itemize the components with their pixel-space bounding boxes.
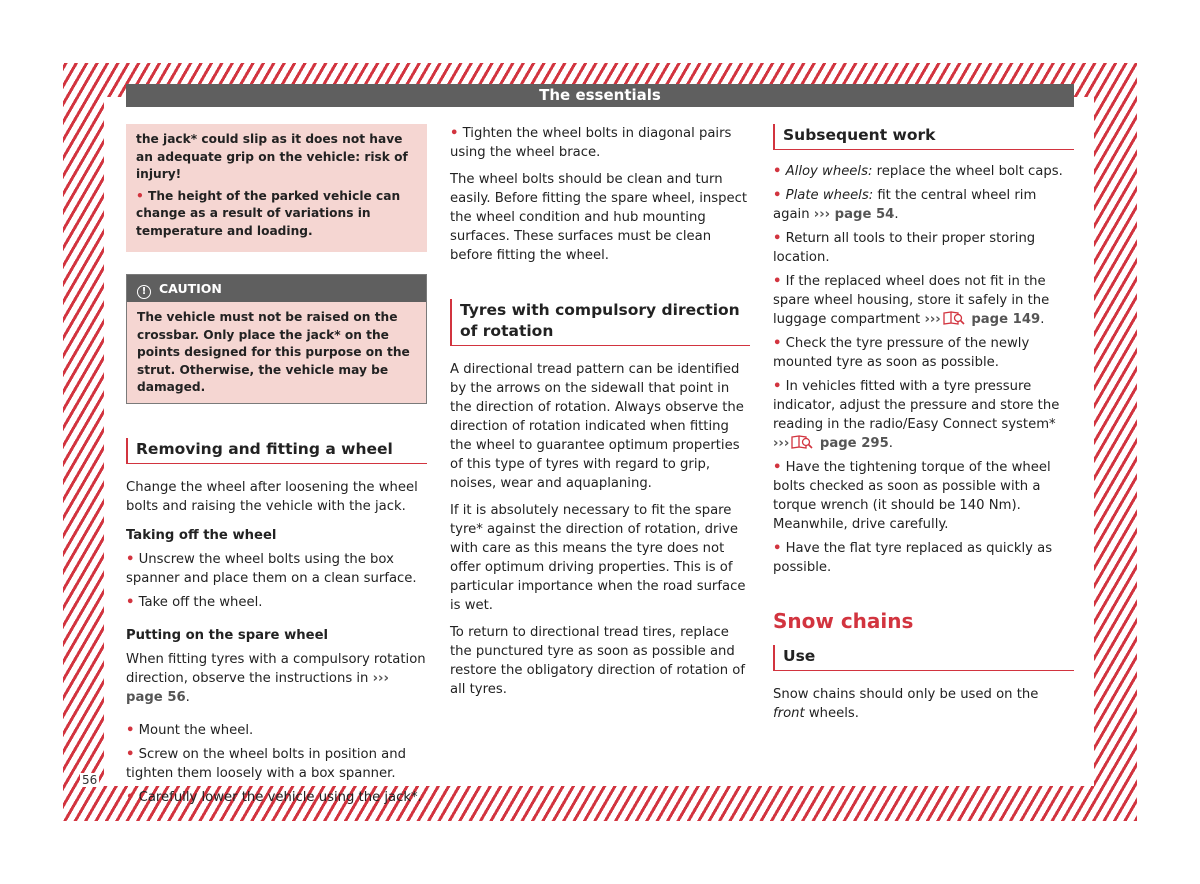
column-1 xyxy=(126,124,427,812)
chapter-title-snow-chains: Snow chains xyxy=(773,609,914,633)
bullet-icon: • xyxy=(773,231,782,246)
circle-exclamation-icon: ! xyxy=(137,285,151,299)
bullet-icon: • xyxy=(126,746,135,762)
list-item: • Take off the wheel. xyxy=(126,594,263,610)
list-item: • Have the flat tyre replaced as quickly as possible. xyxy=(773,541,1053,575)
paragraph: Snow chains should only be used on the front wheels. xyxy=(773,687,1039,721)
bullet-icon: • xyxy=(126,551,135,567)
bullet-icon: • xyxy=(126,789,135,805)
book-search-icon xyxy=(943,311,965,325)
list-item: • Plate wheels: fit the central wheel rim again ››› page 54. xyxy=(773,188,1037,222)
list-item: • Return all tools to their proper storing location. xyxy=(773,231,1036,265)
list-item: • Check the tyre pressure of the newly mounted tyre as soon as possible. xyxy=(773,336,1030,370)
bullet-icon: • xyxy=(773,188,782,203)
page-link[interactable]: ››› page 54 xyxy=(813,207,895,222)
paragraph: A directional tread pattern can be identified by the arrows on the sidewall that point in the direction of rotation. Always observe the direction of rotation indicated when fitting the wheel to guarantee optimum properties of this type of tyres with regard to grip, noises, wear and aquaplaning. xyxy=(450,362,744,491)
bullet-icon: • xyxy=(773,541,782,556)
bullet-icon: • xyxy=(136,188,144,203)
triple-chevron-icon: ››› xyxy=(813,207,831,222)
page-link[interactable]: ››› page 295 xyxy=(773,436,889,451)
column-2 xyxy=(450,124,750,707)
caution-header: ! CAUTION xyxy=(127,275,426,302)
bullet-icon: • xyxy=(450,126,459,141)
section-title-subsequent: Subsequent work xyxy=(773,124,1074,150)
intro-text: Change the wheel after loosening the wheel bolts and raising the vehicle with the jack. xyxy=(126,479,418,514)
paragraph: The wheel bolts should be clean and turn easily. Before fitting the spare wheel, inspect the wheel condition and hub mounting surfaces. These surfaces must be clean before fitting the wheel. xyxy=(450,172,748,263)
caution-text: The vehicle must not be raised on the crossbar. Only place the jack* on the points designed for this purpose on the strut. Otherwise, the vehicle may be damaged. xyxy=(127,302,426,403)
subheading-putting-on: Putting on the spare wheel xyxy=(126,627,329,643)
warning-line: the jack* could slip as it does not have an adequate grip on the vehicle: risk of injury! xyxy=(136,132,408,181)
list-item: • Have the tightening torque of the wheel bolts checked as soon as possible with a torque wrench (it should be 140 Nm). Meanwhile, drive carefully. xyxy=(773,460,1051,532)
putting-on-text: When fitting tyres with a compulsory rotation direction, observe the instructions in ››› page 56. xyxy=(126,651,426,705)
list-item: • If the replaced wheel does not fit in the spare wheel housing, store it safely in the luggage compartment ››› page 149. xyxy=(773,274,1050,327)
book-search-icon xyxy=(791,435,813,449)
list-item: • In vehicles fitted with a tyre pressure indicator, adjust the pressure and store the reading in the radio/Easy Connect system* ››› page 295. xyxy=(773,379,1060,451)
section-title-directional: Tyres with compulsory direction of rotation xyxy=(450,299,750,346)
column-3 xyxy=(773,124,1074,731)
bullet-icon: • xyxy=(773,460,782,475)
section-title-use: Use xyxy=(773,645,1074,671)
subheading-taking-off: Taking off the wheel xyxy=(126,527,277,543)
list-item: • Alloy wheels: replace the wheel bolt caps. xyxy=(773,164,1063,179)
caution-box xyxy=(126,274,427,404)
list-item: • Tighten the wheel bolts in diagonal pairs using the wheel brace. xyxy=(450,126,732,160)
bullet-icon: • xyxy=(126,722,135,738)
bullet-icon: • xyxy=(126,594,135,610)
warning-line: • The height of the parked vehicle can change as a result of variations in temperature and loading. xyxy=(136,188,401,238)
page-link[interactable]: ››› page 149 xyxy=(924,312,1041,327)
triple-chevron-icon: ››› xyxy=(372,670,389,686)
bullet-icon: • xyxy=(773,164,782,179)
section-title-removing: Removing and fitting a wheel xyxy=(126,438,427,464)
paragraph: To return to directional tread tires, replace the punctured tyre as soon as possible and restore the obligatory direction of rotation of all tyres. xyxy=(450,625,746,697)
bullet-icon: • xyxy=(773,336,782,351)
list-item: • Unscrew the wheel bolts using the box spanner and place them on a clean surface. xyxy=(126,551,417,586)
list-item: • Mount the wheel. xyxy=(126,722,254,738)
paragraph: If it is absolutely necessary to fit the spare tyre* against the direction of rotation, drive with care as this means the tyre does not offer optimum driving properties. This is of particular importance when the road surface is wet. xyxy=(450,503,746,613)
list-item: • Carefully lower the vehicle using the jack*. xyxy=(126,789,422,805)
bullet-icon: • xyxy=(773,379,782,394)
page-link[interactable]: ››› page 56 xyxy=(126,670,389,705)
warning-box xyxy=(126,124,427,252)
triple-chevron-icon: ››› xyxy=(773,436,790,451)
page-number: 56 xyxy=(82,773,98,787)
page-header: The essentials xyxy=(126,84,1074,107)
bullet-icon: • xyxy=(773,274,782,289)
triple-chevron-icon: ››› xyxy=(924,312,941,327)
list-item: • Screw on the wheel bolts in position and tighten them loosely with a box spanner. xyxy=(126,746,406,781)
